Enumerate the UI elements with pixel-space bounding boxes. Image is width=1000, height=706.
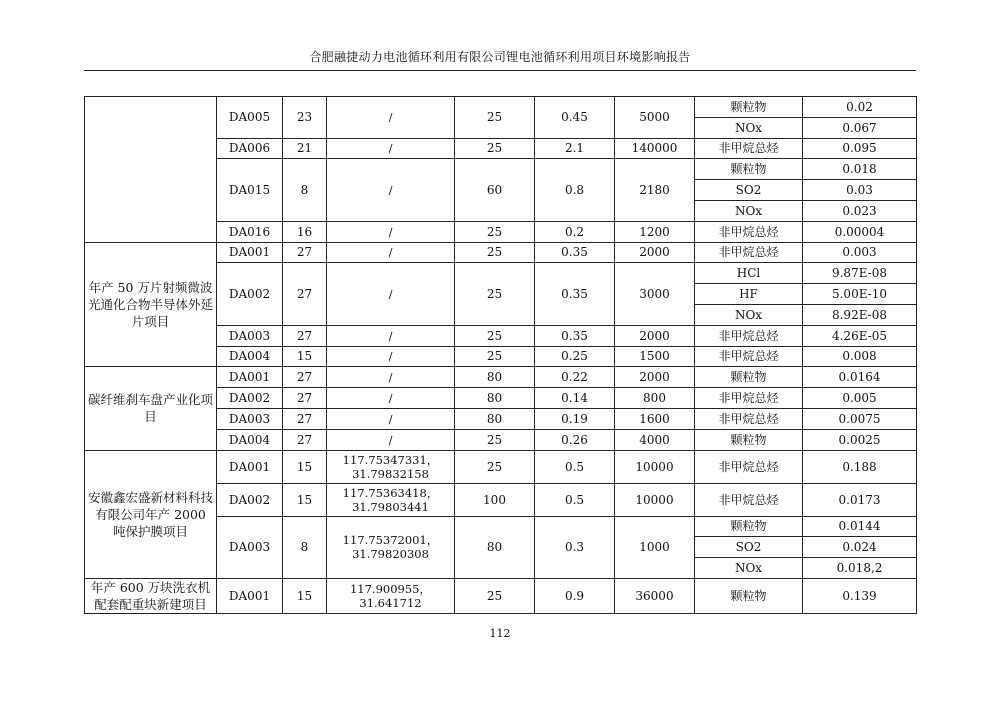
emission-rate-cell: 0.095 (803, 138, 917, 159)
flow-rate-cell: 1500 (615, 346, 695, 367)
diameter-cell: 0.22 (535, 367, 615, 388)
coordinate-cell: 117.900955，31.641712 (327, 578, 455, 613)
diameter-cell: 2.1 (535, 138, 615, 159)
diameter-cell: 0.5 (535, 450, 615, 483)
stack-height-cell: 23 (283, 97, 327, 139)
flow-rate-cell: 1000 (615, 516, 695, 578)
pollutant-name-cell: SO2 (695, 537, 803, 558)
stack-height-cell: 8 (283, 516, 327, 578)
flow-rate-cell: 1200 (615, 221, 695, 242)
coordinate-cell: / (327, 159, 455, 221)
table-row (85, 367, 917, 388)
emission-rate-cell: 0.0164 (803, 367, 917, 388)
pollutant-name-cell: SO2 (695, 180, 803, 201)
flow-rate-cell: 36000 (615, 578, 695, 613)
source-id-cell: DA001 (217, 578, 283, 613)
flow-rate-cell: 2000 (615, 325, 695, 346)
emission-rate-cell: 8.92E-08 (803, 304, 917, 325)
source-id-cell: DA003 (217, 408, 283, 429)
emission-rate-cell: 0.00004 (803, 221, 917, 242)
pollutant-name-cell: NOx (695, 304, 803, 325)
coordinate-cell: 117.75363418， 31.79803441 (327, 483, 455, 516)
emission-rate-cell: 0.139 (803, 578, 917, 613)
coordinate-cell: / (327, 263, 455, 325)
header-rule (84, 70, 916, 71)
coordinate-cell: 117.75372001， 31.79820308 (327, 516, 455, 578)
stack-height-cell: 21 (283, 138, 327, 159)
pollutant-name-cell: 非甲烷总烃 (695, 138, 803, 159)
project-name-cell: 安徽鑫宏盛新材料科技有限公司年产 2000 吨保护膜项目 (85, 450, 217, 578)
flow-rate-cell: 5000 (615, 97, 695, 139)
flow-rate-cell: 2000 (615, 242, 695, 263)
report-header-title: 合肥融捷动力电池循环利用有限公司锂电池循环利用项目环境影响报告 (309, 50, 691, 64)
stack-height-cell: 27 (283, 325, 327, 346)
temperature-cell: 25 (455, 97, 535, 139)
diameter-cell: 0.45 (535, 97, 615, 139)
temperature-cell: 80 (455, 408, 535, 429)
temperature-cell: 25 (455, 346, 535, 367)
temperature-cell: 80 (455, 388, 535, 409)
temperature-cell: 100 (455, 483, 535, 516)
stack-height-cell: 27 (283, 242, 327, 263)
pollutant-name-cell: NOx (695, 558, 803, 579)
diameter-cell: 0.25 (535, 346, 615, 367)
emission-rate-cell: 0.023 (803, 200, 917, 221)
diameter-cell: 0.35 (535, 242, 615, 263)
stack-height-cell: 27 (283, 429, 327, 450)
source-id-cell: DA002 (217, 388, 283, 409)
diameter-cell: 0.26 (535, 429, 615, 450)
source-id-cell: DA002 (217, 483, 283, 516)
temperature-cell: 25 (455, 263, 535, 325)
pollutant-name-cell: HF (695, 284, 803, 305)
pollutant-name-cell: 非甲烷总烃 (695, 325, 803, 346)
emission-rate-cell: 0.067 (803, 117, 917, 138)
project-name-cell: 碳纤维刹车盘产业化项目 (85, 367, 217, 450)
flow-rate-cell: 2180 (615, 159, 695, 221)
pollutant-name-cell: 颗粒物 (695, 159, 803, 180)
emission-rate-cell: 0.0075 (803, 408, 917, 429)
pollutant-name-cell: 非甲烷总烃 (695, 346, 803, 367)
coordinate-cell: / (327, 429, 455, 450)
flow-rate-cell: 800 (615, 388, 695, 409)
temperature-cell: 25 (455, 450, 535, 483)
source-id-cell: DA003 (217, 325, 283, 346)
flow-rate-cell: 3000 (615, 263, 695, 325)
diameter-cell: 0.3 (535, 516, 615, 578)
flow-rate-cell: 140000 (615, 138, 695, 159)
temperature-cell: 25 (455, 578, 535, 613)
coordinate-cell: / (327, 408, 455, 429)
diameter-cell: 0.14 (535, 388, 615, 409)
emission-rate-cell: 0.0173 (803, 483, 917, 516)
pollutant-name-cell: 颗粒物 (695, 367, 803, 388)
emission-rate-cell: 0.0025 (803, 429, 917, 450)
project-name-cell: 年产 600 万块洗衣机配套配重块新建项目 (85, 578, 217, 613)
temperature-cell: 25 (455, 429, 535, 450)
emission-rate-cell: 0.024 (803, 537, 917, 558)
source-id-cell: DA003 (217, 516, 283, 578)
coordinate-cell: / (327, 325, 455, 346)
project-name-cell: 年产 50 万片射频微波光通化合物半导体外延片项目 (85, 242, 217, 367)
table-row (85, 242, 917, 263)
source-id-cell: DA001 (217, 242, 283, 263)
table-row (85, 450, 917, 483)
diameter-cell: 0.35 (535, 263, 615, 325)
pollutant-name-cell: 非甲烷总烃 (695, 242, 803, 263)
diameter-cell: 0.2 (535, 221, 615, 242)
emission-rate-cell: 0.008 (803, 346, 917, 367)
table-row (85, 578, 917, 613)
emission-rate-cell: 0.018 (803, 159, 917, 180)
diameter-cell: 0.8 (535, 159, 615, 221)
source-id-cell: DA001 (217, 450, 283, 483)
emission-rate-cell: 9.87E-08 (803, 263, 917, 284)
pollutant-name-cell: 非甲烷总烃 (695, 450, 803, 483)
emission-rate-cell: 5.00E-10 (803, 284, 917, 305)
temperature-cell: 80 (455, 516, 535, 578)
temperature-cell: 25 (455, 325, 535, 346)
emission-rate-cell: 0.0144 (803, 516, 917, 537)
emission-rate-cell: 0.005 (803, 388, 917, 409)
pollutant-name-cell: 非甲烷总烃 (695, 388, 803, 409)
page-number: 112 (489, 627, 511, 640)
source-id-cell: DA004 (217, 346, 283, 367)
diameter-cell: 0.35 (535, 325, 615, 346)
table-row (85, 97, 917, 118)
emission-rate-cell: 4.26E-05 (803, 325, 917, 346)
stack-height-cell: 15 (283, 450, 327, 483)
source-id-cell: DA006 (217, 138, 283, 159)
stack-height-cell: 27 (283, 388, 327, 409)
flow-rate-cell: 1600 (615, 408, 695, 429)
coordinate-cell: / (327, 242, 455, 263)
pollutant-name-cell: 非甲烷总烃 (695, 408, 803, 429)
diameter-cell: 0.19 (535, 408, 615, 429)
pollutant-name-cell: 颗粒物 (695, 97, 803, 118)
coordinate-cell: / (327, 221, 455, 242)
stack-height-cell: 27 (283, 367, 327, 388)
source-id-cell: DA001 (217, 367, 283, 388)
source-id-cell: DA005 (217, 97, 283, 139)
emission-rate-cell: 0.03 (803, 180, 917, 201)
source-id-cell: DA015 (217, 159, 283, 221)
pollutant-name-cell: 颗粒物 (695, 516, 803, 537)
pollutant-name-cell: 颗粒物 (695, 578, 803, 613)
stack-height-cell: 15 (283, 578, 327, 613)
coordinate-cell: / (327, 97, 455, 139)
coordinate-cell: / (327, 346, 455, 367)
stack-height-cell: 27 (283, 263, 327, 325)
pollutant-name-cell: 颗粒物 (695, 429, 803, 450)
flow-rate-cell: 2000 (615, 367, 695, 388)
stack-height-cell: 15 (283, 483, 327, 516)
flow-rate-cell: 10000 (615, 450, 695, 483)
pollutant-name-cell: HCl (695, 263, 803, 284)
emission-source-table (84, 96, 917, 614)
stack-height-cell: 8 (283, 159, 327, 221)
pollutant-name-cell: NOx (695, 200, 803, 221)
stack-height-cell: 16 (283, 221, 327, 242)
emission-rate-cell: 0.02 (803, 97, 917, 118)
temperature-cell: 60 (455, 159, 535, 221)
stack-height-cell: 27 (283, 408, 327, 429)
table-body (85, 97, 917, 614)
flow-rate-cell: 4000 (615, 429, 695, 450)
coordinate-cell: / (327, 138, 455, 159)
stack-height-cell: 15 (283, 346, 327, 367)
source-id-cell: DA002 (217, 263, 283, 325)
diameter-cell: 0.9 (535, 578, 615, 613)
pollutant-name-cell: NOx (695, 117, 803, 138)
pollutant-name-cell: 非甲烷总烃 (695, 483, 803, 516)
pollutant-name-cell: 非甲烷总烃 (695, 221, 803, 242)
flow-rate-cell: 10000 (615, 483, 695, 516)
coordinate-cell: 117.75347331， 31.79832158 (327, 450, 455, 483)
temperature-cell: 25 (455, 138, 535, 159)
coordinate-cell: / (327, 388, 455, 409)
emission-rate-cell: 0.003 (803, 242, 917, 263)
emission-rate-cell: 0.188 (803, 450, 917, 483)
temperature-cell: 25 (455, 221, 535, 242)
temperature-cell: 25 (455, 242, 535, 263)
temperature-cell: 80 (455, 367, 535, 388)
project-name-cell (85, 97, 217, 243)
source-id-cell: DA004 (217, 429, 283, 450)
emission-rate-cell: 0.018,2 (803, 558, 917, 579)
diameter-cell: 0.5 (535, 483, 615, 516)
source-id-cell: DA016 (217, 221, 283, 242)
coordinate-cell: / (327, 367, 455, 388)
